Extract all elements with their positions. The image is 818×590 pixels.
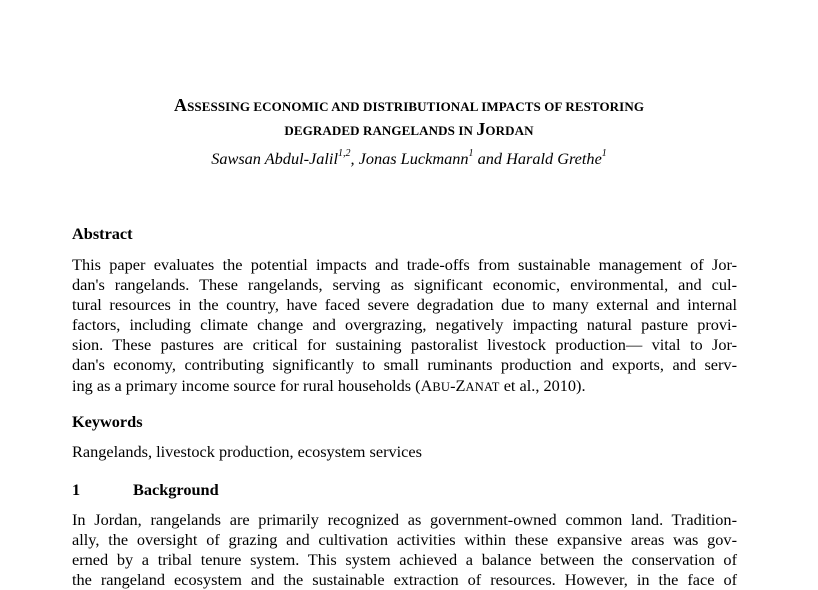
author-name: Harald Grethe [506, 149, 602, 168]
background-paragraph [72, 510, 737, 590]
keywords-text: Rangelands, livestock production, ecosystem services [72, 442, 422, 461]
text-line: tural resources in the country, have faced severe degradation due to many external and internal [72, 295, 737, 315]
paper-title-line-1: ASSESSING ECONOMIC AND DISTRIBUTIONAL IMPACTS OF RESTORING [173, 95, 645, 115]
abstract-heading: Abstract [72, 224, 133, 243]
keywords-heading: Keywords [72, 412, 143, 431]
text-line: This paper evaluates the potential impacts and trade-offs from sustainable management of Jor- [72, 255, 737, 274]
text-line: dan's rangelands. These rangelands, serving as significant economic, environmental, and cul- [72, 275, 737, 295]
text-line: erned by a tribal tenure system. This system achieved a balance between the conservation of [72, 550, 737, 570]
text-line: ing as a primary income source for rural households (ABU-ZANAT et al., 2010). [72, 375, 586, 395]
section-number: 1 [72, 480, 81, 499]
author-list: Sawsan Abdul-Jalil$^{1,2}$, Jonas Luckmann$^1$ and Harald Grethe$^1$ [211, 148, 607, 168]
author-name: Sawsan Abdul-Jalil [211, 149, 338, 168]
abstract-paragraph [72, 255, 737, 396]
text-line: ally, the oversight of grazing and cultivation activities within these expansive areas was gov- [72, 530, 737, 550]
text-line: factors, including climate change and overgrazing, negatively impacting natural pasture provi- [72, 315, 737, 335]
author-affiliation: 1 [468, 148, 474, 159]
author-name: Jonas Luckmann [358, 149, 469, 168]
section-heading-background [72, 480, 219, 500]
author-affiliation: 1 [601, 148, 607, 159]
paper-title-line-2: DEGRADED RANGELANDS IN JORDAN [284, 119, 534, 139]
author-affiliation: 1,2 [337, 148, 351, 159]
text-line: In Jordan, rangelands are primarily recognized as government-owned common land. Tradition- [72, 510, 737, 529]
section-title: Background [133, 480, 219, 499]
text-line: the rangeland ecosystem and the sustainable extraction of resources. However, in the face of [72, 570, 737, 590]
text-line: dan's economy, contributing significantly to small ruminants production and exports, and serv- [72, 355, 737, 375]
citation-author: ABU-ZANAT [420, 375, 500, 395]
text-line: sion. These pastures are critical for sustaining pastoralist livestock production— vital to Jor- [72, 335, 737, 355]
